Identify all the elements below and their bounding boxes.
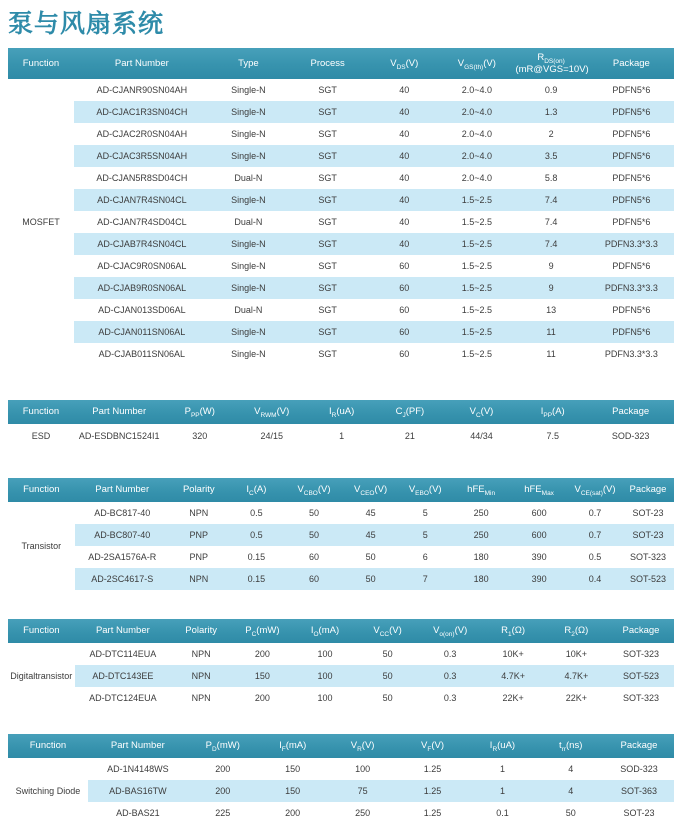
column-header: $I_{PP}(A)$ [518, 400, 587, 424]
table-row [8, 568, 674, 590]
function-cell: Digitaltransistor [8, 643, 75, 709]
table-cell: NPN [170, 568, 228, 590]
table-cell: 50 [356, 687, 419, 709]
table-cell: 7.4 [513, 189, 588, 211]
table-cell: SGT [287, 79, 368, 101]
function-cell: ESD [8, 424, 74, 448]
table-cell: 50 [356, 643, 419, 665]
table-cell: PDFN5*6 [589, 123, 674, 145]
table-cell: Single-N [210, 123, 287, 145]
table-cell: SOT-523 [622, 568, 674, 590]
table-cell: NPN [171, 687, 231, 709]
column-header: $R_2(\Omega)$ [545, 619, 608, 643]
column-header: $V_{EBO}(V)$ [398, 478, 452, 502]
table-cell: SGT [287, 101, 368, 123]
column-header: $V_{DS}(V)$ [368, 48, 440, 79]
table-cell: AD-CJAN5R8SD04CH [74, 167, 210, 189]
table-row [8, 211, 674, 233]
table-cell: PDFN5*6 [589, 189, 674, 211]
table-cell: 0.5 [228, 524, 285, 546]
table-cell: 150 [258, 780, 328, 802]
table-row [8, 101, 674, 123]
table-cell: 100 [294, 687, 357, 709]
header-row [8, 478, 674, 502]
table-cell: PDFN5*6 [589, 101, 674, 123]
table-cell: 45 [343, 524, 398, 546]
table-cell: 1.5~2.5 [440, 211, 513, 233]
column-header: $t_{rr}(ns)$ [537, 734, 604, 758]
table-cell: AD-CJANR90SN04AH [74, 79, 210, 101]
table-row [8, 687, 674, 709]
table-cell: 10K+ [481, 643, 544, 665]
table-cell: 1 [308, 424, 375, 448]
table-cell: SGT [287, 277, 368, 299]
switching-diode-table [8, 734, 674, 824]
column-header: $C_J(PF)$ [375, 400, 445, 424]
table-cell: 250 [328, 802, 398, 824]
column-header: $V_C(V)$ [445, 400, 518, 424]
table-row [8, 524, 674, 546]
table-cell: AD-DTC143EE [75, 665, 172, 687]
transistor-table-section [8, 478, 674, 590]
table-cell: SGT [287, 233, 368, 255]
column-header: Package [587, 400, 674, 424]
table-cell: 1.5~2.5 [440, 343, 513, 365]
column-header: Function [8, 400, 74, 424]
table-cell: Single-N [210, 189, 287, 211]
table-cell: AD-BAS21 [88, 802, 188, 824]
table-cell: 40 [368, 211, 440, 233]
table-cell: AD-CJAC9R0SN06AL [74, 255, 210, 277]
table-cell: 0.5 [228, 502, 285, 524]
table-cell: 6 [398, 546, 452, 568]
table-row [8, 665, 674, 687]
mosfet-table-section [8, 48, 674, 365]
table-cell: PDFN5*6 [589, 145, 674, 167]
table-row [8, 643, 674, 665]
column-header: Polarity [171, 619, 231, 643]
table-cell: 150 [231, 665, 294, 687]
table-cell: 1.5~2.5 [440, 277, 513, 299]
column-header: $V_{CEO}(V)$ [343, 478, 398, 502]
table-cell: 10K+ [545, 643, 608, 665]
table-cell: 150 [258, 758, 328, 780]
table-cell: Dual-N [210, 167, 287, 189]
table-cell: 1.5~2.5 [440, 299, 513, 321]
table-row [8, 343, 674, 365]
table-cell: PDFN3.3*3.3 [589, 233, 674, 255]
table-cell: 40 [368, 145, 440, 167]
column-header: $I_R(uA)$ [467, 734, 537, 758]
table-cell: SOT-23 [604, 802, 674, 824]
table-row [8, 758, 674, 780]
table-cell: SGT [287, 299, 368, 321]
table-cell: NPN [171, 665, 231, 687]
table-cell: AD-CJAC1R3SN04CH [74, 101, 210, 123]
table-cell: 390 [510, 546, 568, 568]
table-cell: 4.7K+ [481, 665, 544, 687]
column-header: Part Number [74, 48, 210, 79]
column-header: $V_{GS(th)}(V)$ [440, 48, 513, 79]
table-cell: 50 [343, 546, 398, 568]
table-cell: 100 [328, 758, 398, 780]
table-cell: AD-CJAN7R4SD04CL [74, 211, 210, 233]
table-cell: 5 [398, 524, 452, 546]
table-cell: 200 [188, 780, 258, 802]
table-cell: 1.5~2.5 [440, 321, 513, 343]
column-header: Function [8, 478, 75, 502]
table-cell: AD-CJAN011SN06AL [74, 321, 210, 343]
column-header: $R_1(\Omega)$ [481, 619, 544, 643]
table-cell: SOD-323 [587, 424, 674, 448]
table-cell: 11 [513, 343, 588, 365]
table-cell: 1.5~2.5 [440, 233, 513, 255]
table-cell: 40 [368, 233, 440, 255]
table-cell: 4 [537, 780, 604, 802]
table-cell: 200 [258, 802, 328, 824]
column-header: hFE$_{Max}$ [510, 478, 568, 502]
table-cell: 40 [368, 79, 440, 101]
table-row [8, 79, 674, 101]
column-header: Package [589, 48, 674, 79]
table-cell: AD-ESDBNC1524I1 [74, 424, 165, 448]
column-header: $V_{CC}(V)$ [356, 619, 419, 643]
table-cell: 4.7K+ [545, 665, 608, 687]
table-cell: Single-N [210, 255, 287, 277]
table-cell: AD-2SA1576A-R [75, 546, 170, 568]
table-cell: 2 [513, 123, 588, 145]
table-row [8, 233, 674, 255]
column-header: $V_{CE(sat)}(V)$ [568, 478, 622, 502]
table-cell: SGT [287, 167, 368, 189]
table-cell: PDFN5*6 [589, 167, 674, 189]
table-cell: SGT [287, 123, 368, 145]
column-header: Function [8, 734, 88, 758]
table-cell: SOT-323 [608, 643, 674, 665]
table-cell: 2.0~4.0 [440, 79, 513, 101]
table-row [8, 502, 674, 524]
function-cell: MOSFET [8, 79, 74, 365]
column-header: Package [622, 478, 674, 502]
table-cell: 60 [368, 343, 440, 365]
table-cell: SOT-523 [608, 665, 674, 687]
table-cell: 44/34 [445, 424, 518, 448]
column-header: Package [604, 734, 674, 758]
column-header: $V_{o(on)}(V)$ [419, 619, 482, 643]
table-cell: 50 [356, 665, 419, 687]
table-cell: AD-CJAC2R0SN04AH [74, 123, 210, 145]
table-cell: 40 [368, 189, 440, 211]
table-cell: 60 [368, 277, 440, 299]
table-cell: SGT [287, 211, 368, 233]
column-header: Part Number [75, 619, 172, 643]
table-cell: 2.0~4.0 [440, 167, 513, 189]
column-header: $P_{PP}(W)$ [164, 400, 235, 424]
table-cell: AD-BAS16TW [88, 780, 188, 802]
table-cell: 180 [452, 546, 510, 568]
header-row [8, 48, 674, 79]
column-header: $P_D(mW)$ [188, 734, 258, 758]
table-cell: Single-N [210, 233, 287, 255]
table-cell: 0.3 [419, 643, 482, 665]
table-cell: AD-CJAB7R4SN04CL [74, 233, 210, 255]
column-header: $V_R(V)$ [328, 734, 398, 758]
function-cell: Transistor [8, 502, 75, 590]
table-cell: 5.8 [513, 167, 588, 189]
header-row [8, 400, 674, 424]
table-cell: AD-CJAB011SN06AL [74, 343, 210, 365]
table-cell: 0.5 [568, 546, 622, 568]
table-row [8, 167, 674, 189]
table-cell: 50 [343, 568, 398, 590]
esd-table-section [8, 400, 674, 448]
table-cell: AD-BC817-40 [75, 502, 170, 524]
table-row [8, 277, 674, 299]
table-cell: 45 [343, 502, 398, 524]
table-cell: AD-1N4148WS [88, 758, 188, 780]
table-row [8, 299, 674, 321]
table-cell: 1.5~2.5 [440, 255, 513, 277]
table-cell: AD-DTC114EUA [75, 643, 172, 665]
table-cell: 2.0~4.0 [440, 145, 513, 167]
column-header: Part Number [74, 400, 165, 424]
table-cell: 250 [452, 524, 510, 546]
table-cell: 24/15 [235, 424, 308, 448]
table-cell: 225 [188, 802, 258, 824]
transistor-table [8, 478, 674, 590]
table-cell: 50 [285, 502, 343, 524]
table-cell: 40 [368, 101, 440, 123]
table-cell: 60 [368, 255, 440, 277]
table-row [8, 780, 674, 802]
table-row [8, 255, 674, 277]
column-header: $V_F(V)$ [398, 734, 468, 758]
table-cell: 5 [398, 502, 452, 524]
table-cell: SOD-323 [604, 758, 674, 780]
column-header: Part Number [88, 734, 188, 758]
header-row [8, 734, 674, 758]
table-cell: 7.4 [513, 233, 588, 255]
table-cell: 13 [513, 299, 588, 321]
table-cell: 60 [285, 546, 343, 568]
mosfet-table [8, 48, 674, 365]
digital-transistor-table [8, 619, 674, 709]
column-header: hFE$_{Min}$ [452, 478, 510, 502]
table-cell: PDFN5*6 [589, 211, 674, 233]
table-cell: PDFN5*6 [589, 255, 674, 277]
table-cell: 3.5 [513, 145, 588, 167]
table-cell: 1 [467, 780, 537, 802]
column-header: $I_O(mA)$ [294, 619, 357, 643]
table-cell: AD-CJAB9R0SN06AL [74, 277, 210, 299]
table-cell: 50 [285, 524, 343, 546]
table-cell: 0.15 [228, 568, 285, 590]
table-cell: AD-BC807-40 [75, 524, 170, 546]
table-cell: Single-N [210, 79, 287, 101]
tables-container [8, 48, 674, 824]
table-cell: 320 [164, 424, 235, 448]
digital-transistor-table-section [8, 619, 674, 709]
table-cell: 390 [510, 568, 568, 590]
table-cell: SGT [287, 321, 368, 343]
table-cell: 600 [510, 524, 568, 546]
table-cell: 200 [231, 643, 294, 665]
table-cell: PDFN5*6 [589, 79, 674, 101]
table-cell: 4 [537, 758, 604, 780]
column-header: Process [287, 48, 368, 79]
table-cell: 2.0~4.0 [440, 101, 513, 123]
table-cell: Single-N [210, 343, 287, 365]
table-cell: 0.7 [568, 502, 622, 524]
table-cell: 22K+ [545, 687, 608, 709]
table-cell: 200 [188, 758, 258, 780]
table-cell: SGT [287, 145, 368, 167]
table-cell: 9 [513, 277, 588, 299]
table-cell: 2.0~4.0 [440, 123, 513, 145]
column-header: $V_{CBO}(V)$ [285, 478, 343, 502]
table-row [8, 145, 674, 167]
table-cell: 0.15 [228, 546, 285, 568]
table-cell: 100 [294, 643, 357, 665]
table-cell: AD-CJAN7R4SN04CL [74, 189, 210, 211]
table-cell: Single-N [210, 145, 287, 167]
table-cell: 0.4 [568, 568, 622, 590]
table-cell: SOT-323 [622, 546, 674, 568]
function-cell: Switching Diode [8, 758, 88, 824]
table-cell: Dual-N [210, 211, 287, 233]
table-cell: SGT [287, 189, 368, 211]
table-cell: Single-N [210, 321, 287, 343]
column-header: $I_R(uA)$ [308, 400, 375, 424]
table-cell: 250 [452, 502, 510, 524]
table-cell: 60 [368, 299, 440, 321]
table-cell: NPN [171, 643, 231, 665]
table-cell: PDFN3.3*3.3 [589, 277, 674, 299]
table-cell: SOT-23 [622, 524, 674, 546]
table-cell: 1 [467, 758, 537, 780]
table-cell: SGT [287, 255, 368, 277]
table-cell: Single-N [210, 101, 287, 123]
table-cell: 7 [398, 568, 452, 590]
table-cell: 100 [294, 665, 357, 687]
table-cell: NPN [170, 502, 228, 524]
table-cell: AD-CJAN013SD06AL [74, 299, 210, 321]
table-cell: 40 [368, 123, 440, 145]
table-cell: SOT-323 [608, 687, 674, 709]
table-cell: 1.3 [513, 101, 588, 123]
table-cell: SOT-363 [604, 780, 674, 802]
table-cell: 0.3 [419, 665, 482, 687]
table-cell: SOT-23 [622, 502, 674, 524]
header-row [8, 619, 674, 643]
table-cell: 200 [231, 687, 294, 709]
table-cell: AD-2SC4617-S [75, 568, 170, 590]
table-cell: PNP [170, 546, 228, 568]
table-cell: 0.1 [467, 802, 537, 824]
table-cell: 0.9 [513, 79, 588, 101]
column-header: Function [8, 48, 74, 79]
table-cell: 180 [452, 568, 510, 590]
table-row [8, 802, 674, 824]
table-cell: 50 [537, 802, 604, 824]
page-title: 泵与风扇系统 [8, 10, 165, 38]
table-cell: 0.3 [419, 687, 482, 709]
table-cell: PDFN5*6 [589, 299, 674, 321]
switching-diode-table-section [8, 734, 674, 824]
table-cell: AD-CJAC3R5SN04AH [74, 145, 210, 167]
table-cell: AD-DTC124EUA [75, 687, 172, 709]
table-cell: 600 [510, 502, 568, 524]
column-header: $R_{DS(on)}$ (mR@VGS=10V) [513, 48, 588, 79]
table-cell: 1.25 [398, 780, 468, 802]
table-cell: 22K+ [481, 687, 544, 709]
table-row [8, 123, 674, 145]
esd-table [8, 400, 674, 448]
table-cell: 40 [368, 167, 440, 189]
table-cell: PDFN3.3*3.3 [589, 343, 674, 365]
table-cell: 1.25 [398, 802, 468, 824]
column-header: Function [8, 619, 75, 643]
table-row [8, 546, 674, 568]
table-cell: 75 [328, 780, 398, 802]
table-cell: 0.7 [568, 524, 622, 546]
table-cell: 11 [513, 321, 588, 343]
table-row [8, 189, 674, 211]
table-row [8, 321, 674, 343]
table-cell: 7.5 [518, 424, 587, 448]
table-cell: 60 [285, 568, 343, 590]
column-header: $P_C(mW)$ [231, 619, 294, 643]
table-cell: 21 [375, 424, 445, 448]
table-cell: SGT [287, 343, 368, 365]
table-cell: 9 [513, 255, 588, 277]
table-row [8, 424, 674, 448]
column-header: Polarity [170, 478, 228, 502]
table-cell: PDFN5*6 [589, 321, 674, 343]
column-header: $I_C(A)$ [228, 478, 285, 502]
table-cell: 1.25 [398, 758, 468, 780]
table-cell: PNP [170, 524, 228, 546]
column-header: $I_F(mA)$ [258, 734, 328, 758]
table-cell: 7.4 [513, 211, 588, 233]
column-header: Package [608, 619, 674, 643]
column-header: $V_{RWM}(V)$ [235, 400, 308, 424]
column-header: Type [210, 48, 287, 79]
table-cell: Single-N [210, 277, 287, 299]
column-header: Part Number [75, 478, 170, 502]
table-cell: Dual-N [210, 299, 287, 321]
table-cell: 60 [368, 321, 440, 343]
table-cell: 1.5~2.5 [440, 189, 513, 211]
